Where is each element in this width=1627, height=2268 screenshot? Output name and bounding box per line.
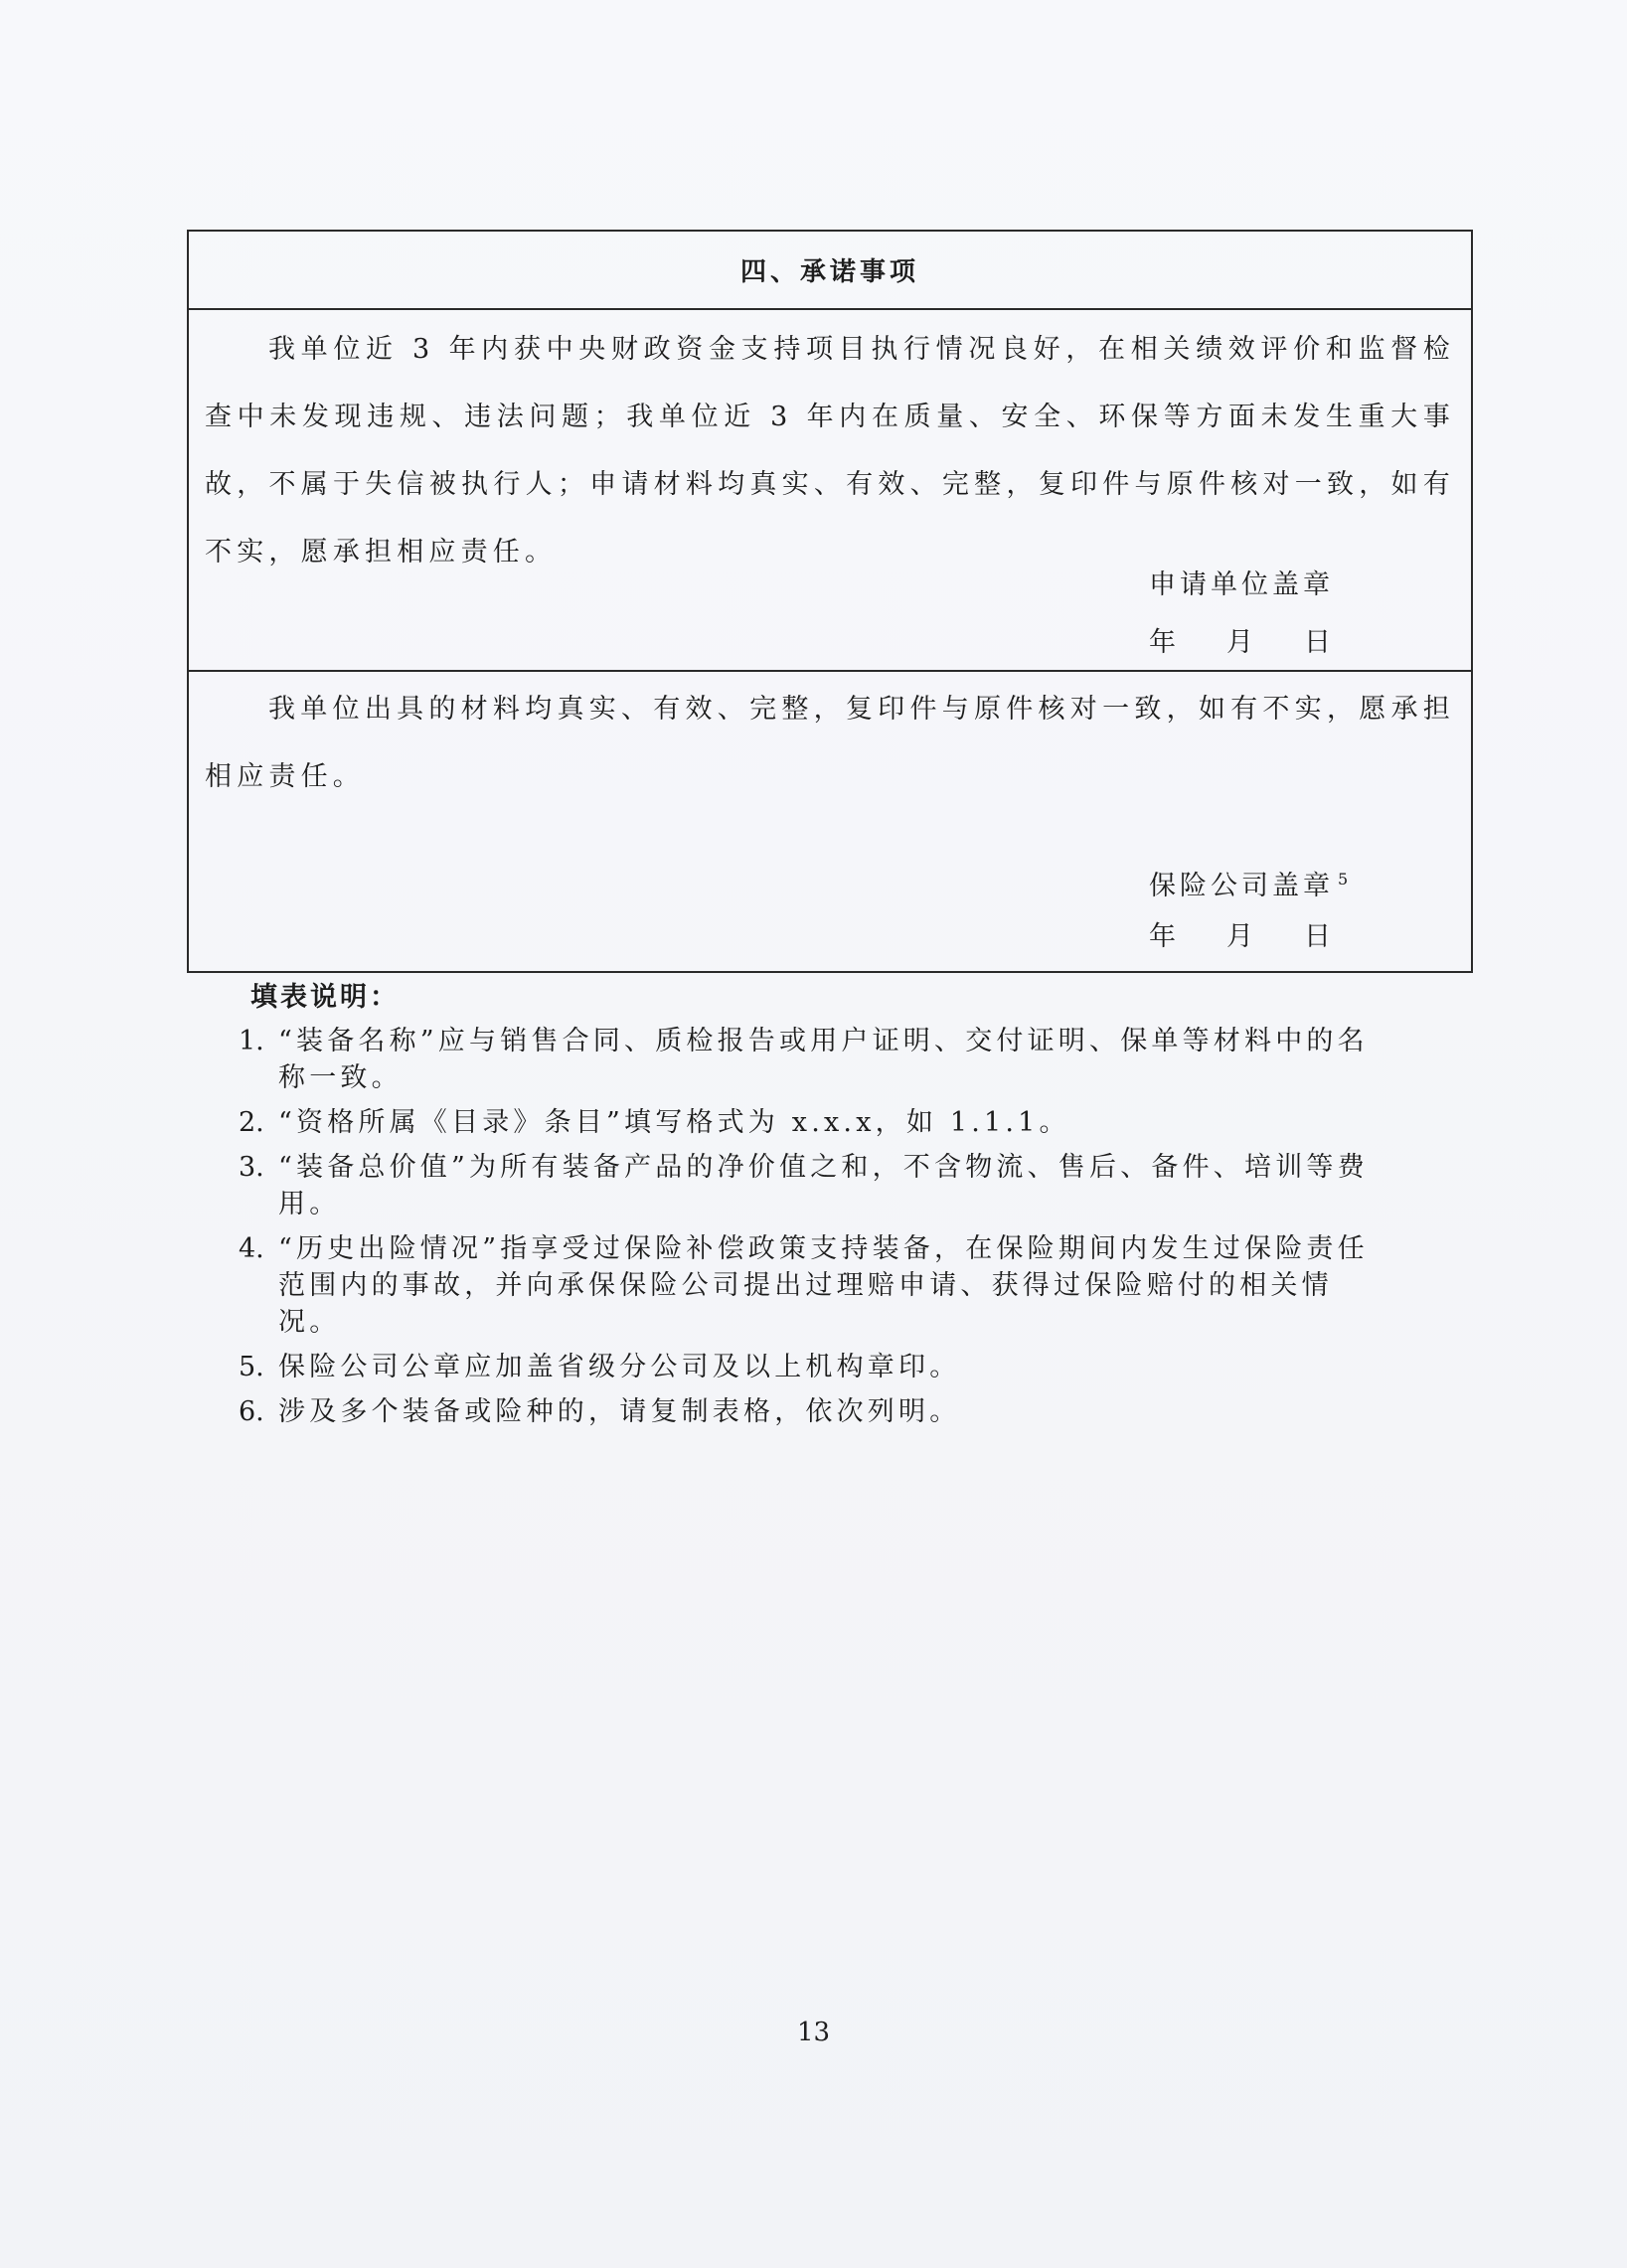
insurer-signature-block [1149,851,1382,966]
instruction-number: 6. [239,1396,264,1427]
insurer-date-day: 日 [1304,921,1335,952]
applicant-date-day: 日 [1304,627,1335,658]
applicant-commitment-text: 我单位近 3 年内获中央财政资金支持项目执行情况良好，在相关绩效评价和监督检查中未发现违规、违法问题；我单位近 3 年内在质量、安全、环保等方面未发生重大事故，不属于失信被执行人；申请材料均真实、有效、完整，复印件与原件核对一致，如有不实，愿承担相应责任。 [205,334,1455,567]
insurer-date-year: 年 [1149,921,1180,952]
insurer-seal-footnote: 5 [1338,870,1353,889]
insurer-date-line [1149,908,1382,966]
applicant-signature-block [1149,557,1382,672]
instruction-item [239,1149,1391,1222]
instruction-number: 1. [239,1026,264,1056]
instruction-text: “资格所属《目录》条目”填写格式为 x.x.x，如 1.1.1。 [278,1107,1070,1138]
insurer-commitment-cell [189,672,1471,971]
instruction-number: 3. [239,1152,264,1183]
instruction-item [239,1349,1391,1385]
instruction-number: 2. [239,1107,264,1138]
section-title: 四、承诺事项 [189,232,1471,310]
applicant-seal-label: 申请单位盖章 [1149,569,1334,600]
instruction-text: “历史出险情况”指享受过保险补偿政策支持装备，在保险期间内发生过保险责任范围内的事故，并向承保保险公司提出过理赔申请、获得过保险赔付的相关情况。 [278,1233,1369,1338]
applicant-date-year: 年 [1149,627,1180,658]
page-number: 13 [796,2018,831,2047]
instruction-item [239,1393,1391,1430]
instruction-text: 保险公司公章应加盖省级分公司及以上机构章印。 [278,1352,961,1382]
instruction-number: 5. [239,1352,264,1382]
insurer-seal-label: 保险公司盖章 [1149,871,1334,901]
insurer-seal-line [1149,851,1382,908]
instruction-item [239,1230,1391,1341]
filling-instructions [239,979,1391,1438]
instructions-title: 填表说明： [250,982,400,1013]
instruction-text: “装备总价值”为所有装备产品的净价值之和，不含物流、售后、备件、培训等费用。 [278,1152,1369,1219]
instruction-text: “装备名称”应与销售合同、质检报告或用户证明、交付证明、保单等材料中的名称一致。 [278,1026,1369,1093]
instruction-number: 4. [239,1233,264,1264]
applicant-date-month: 月 [1226,627,1257,658]
insurer-date-month: 月 [1226,921,1257,952]
instruction-item [239,1104,1391,1141]
applicant-date-line [1149,614,1382,672]
applicant-commitment-cell [189,310,1471,672]
instruction-text: 涉及多个装备或险种的，请复制表格，依次列明。 [278,1396,961,1427]
insurer-commitment-text: 我单位出具的材料均真实、有效、完整，复印件与原件核对一致，如有不实，愿承担相应责任。 [205,694,1455,792]
commitment-form [187,230,1473,973]
instruction-item [239,1023,1391,1096]
